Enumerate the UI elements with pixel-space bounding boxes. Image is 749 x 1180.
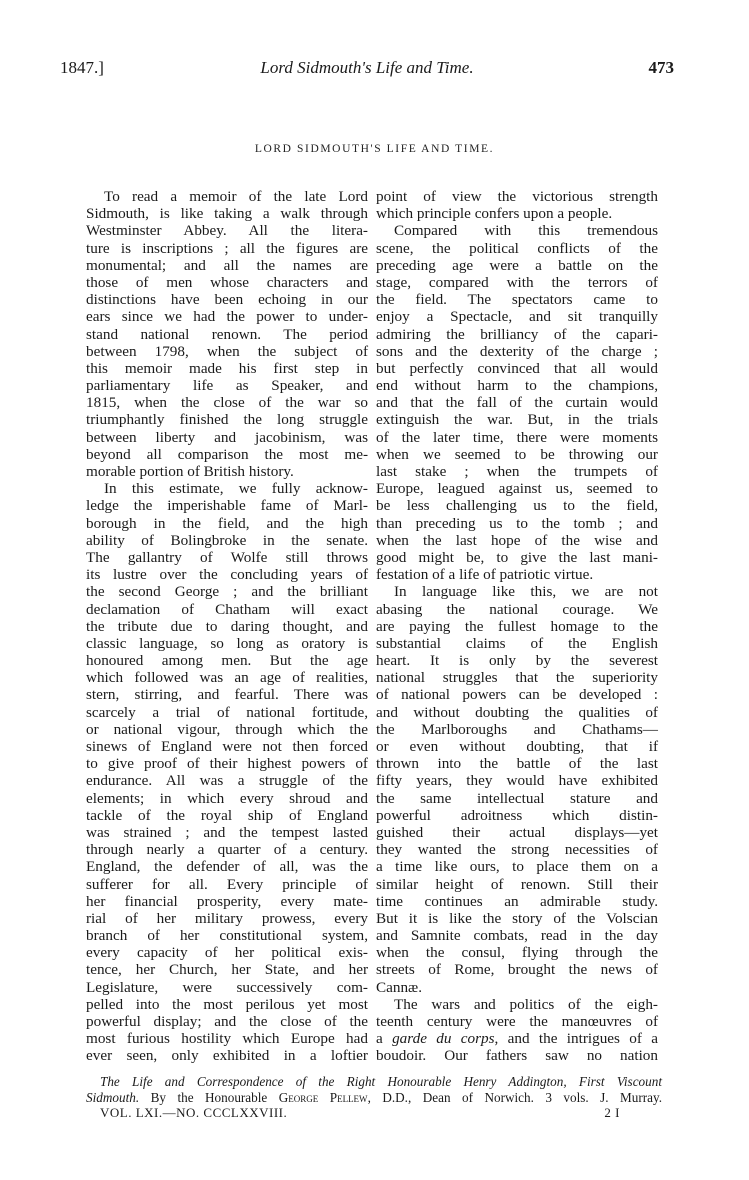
text-line: the second George ; and the brilliant <box>86 583 368 601</box>
text-line: most furious hostility which Europe had <box>86 1030 368 1048</box>
text-line: good might be, to give the last mani- <box>376 548 658 566</box>
text-line: scene, the political conflicts of the <box>376 239 658 257</box>
text-line: and Samnite combats, read in the day <box>376 927 658 945</box>
text-line: time continues an admirable study. <box>376 892 658 910</box>
text-line: In language like this, we are not <box>394 583 658 601</box>
text-line: pelled into the most perilous yet most <box>86 995 368 1013</box>
text-line: last stake ; when the trumpets of <box>376 463 658 480</box>
text-line: But it is like the story of the Volscian <box>376 909 658 927</box>
text-line: ears since we had the power to under- <box>86 308 368 326</box>
running-head-title: Lord Sidmouth's Life and Time. <box>260 58 474 77</box>
text-line: Cannæ. <box>376 978 422 996</box>
text-line: point of view the victorious strength <box>376 188 658 205</box>
text-line: thrown into the battle of the last <box>376 755 658 773</box>
text-line: this memoir made his first step in <box>86 359 368 377</box>
text-line: national struggles that the superiority <box>376 669 658 687</box>
text-line: her financial prosperity, every mate- <box>86 892 368 910</box>
text-line: the Marlboroughs and Chathams— <box>376 720 658 738</box>
text-line: between liberty and jacobinism, was <box>86 428 368 446</box>
text-line: when the consul, flying through the <box>376 944 658 962</box>
text-column-left <box>86 188 368 1065</box>
footnote <box>86 1074 662 1105</box>
text-line: endurance. All was a struggle of the <box>86 772 368 790</box>
footnote-book-title: The Life and Correspondence of the Right Honourable Henry Addington, First Viscount <box>100 1074 662 1089</box>
text-line: the tribute due to daring thought, and <box>86 617 368 635</box>
text-line: the same intellectual stature and <box>376 789 658 807</box>
footnote-author: George Pellew <box>278 1089 368 1105</box>
footnote-line <box>86 1074 662 1090</box>
text-line: powerful adroitness which distin- <box>376 806 658 824</box>
text-line: stand national renown. The period <box>86 325 368 343</box>
text-line: distinctions have been echoing in our <box>86 291 368 309</box>
text-line: ture is inscriptions ; all the figures are <box>86 239 368 257</box>
text-line: fifty years, they would have exhibited <box>376 772 658 790</box>
text-line: Legislature, were successively com- <box>86 978 368 996</box>
footnote-by: By the Honourable <box>150 1089 268 1105</box>
text-line: abasing the national courage. We <box>376 600 658 618</box>
text-line: a time like ours, to place them on a <box>376 858 658 876</box>
text-line: Westminster Abbey. All the litera- <box>86 222 368 240</box>
text-line: festation of a life of patriotic virtue. <box>376 566 594 584</box>
text-line: and without doubting the qualities of <box>376 703 658 721</box>
footnote-line <box>86 1090 662 1106</box>
footnote-publication: , D.D., Dean of Norwich. 3 vols. J. Murray. <box>367 1089 663 1105</box>
text-line: The wars and politics of the eigh- <box>394 995 658 1013</box>
text-line: enjoy a Spectacle, and sit tranquilly <box>376 308 658 326</box>
text-line: the field. The spectators came to <box>376 291 658 309</box>
text-line: In this estimate, we fully acknow- <box>104 480 368 498</box>
text-line: tence, her Church, her State, and her <box>86 961 368 979</box>
text-line: classic language, so long as oratory is <box>86 634 368 652</box>
text-line: was strained ; and the tempest lasted <box>86 823 368 841</box>
text-line: The gallantry of Wolfe still throws <box>86 548 368 566</box>
text-line: its lustre over the concluding years of <box>86 566 368 584</box>
text-line: which followed was an age of realities, <box>86 669 368 687</box>
text-line: when we seemed to be throwing our <box>376 445 658 463</box>
text-line: ever seen, only exhibited in a loftier <box>86 1047 368 1065</box>
text-line: ability of Bolingbroke in the senate. <box>86 531 368 549</box>
text-line: when the last hope of the wise and <box>376 531 658 549</box>
text-line: elements; in which every shroud and <box>86 789 368 807</box>
volume-number: VOL. LXI.—NO. CCCLXXVIII. <box>100 1105 288 1120</box>
text-line: borough in the field, and the high <box>86 514 368 532</box>
text-line: of national powers can be developed : <box>376 686 658 704</box>
running-head-year: 1847.] <box>60 58 104 77</box>
signature-mark: 2 I <box>604 1105 620 1120</box>
text-line: or even without doubting, that if <box>376 738 658 755</box>
text-line: beyond all comparison the most me- <box>86 445 368 463</box>
text-line: boudoir. Our fathers saw no nation <box>376 1047 658 1065</box>
text-line: Sidmouth, is like taking a walk through <box>86 205 368 223</box>
text-line: powerful display; and the close of the <box>86 1013 368 1030</box>
text-line: to give proof of their highest powers of <box>86 755 368 773</box>
running-head <box>60 58 674 82</box>
text-line: honoured among men. But the age <box>86 652 368 670</box>
text-line: every capacity of her political exis- <box>86 944 368 962</box>
text-line: are paying the fullest homage to the <box>376 617 658 635</box>
text-line: which principle confers upon a people. <box>376 205 613 223</box>
text-line: Compared with this tremendous <box>394 222 658 240</box>
text-line: or national vigour, through which the <box>86 720 368 738</box>
text-line: Europe, leagued against us, seemed to <box>376 480 658 498</box>
text-line: end without harm to the champions, <box>376 377 658 395</box>
text-line: declamation of Chatham will exact <box>86 600 368 618</box>
text-line: they wanted the strong necessities of <box>376 841 658 859</box>
text-line: but perfectly convinced that all would <box>376 359 658 377</box>
text-line: those of men whose characters and <box>86 273 368 291</box>
text-line: monumental; and all the names are <box>86 256 368 274</box>
text-line: rial of her military prowess, every <box>86 909 368 927</box>
text-line: and that the fall of the curtain would <box>376 394 658 412</box>
footnote-book-title-end: Sidmouth. <box>86 1089 140 1105</box>
text-line: teenth century were the manœuvres of <box>376 1013 658 1030</box>
text-line: a garde du corps, and the intrigues of a <box>376 1030 658 1048</box>
text-line: stern, stirring, and fearful. There was <box>86 686 368 704</box>
text-line: through nearly a quarter of a century. <box>86 841 368 859</box>
text-line: sinews of England were not then forced <box>86 738 368 755</box>
article-title: LORD SIDMOUTH'S LIFE AND TIME. <box>254 143 495 155</box>
text-line: sufferer for all. Every principle of <box>86 875 368 893</box>
page-number: 473 <box>648 58 674 77</box>
text-line: similar height of renown. Still their <box>376 875 658 893</box>
text-line: extinguish the war. But, in the trials <box>376 411 658 429</box>
text-line: stage, compared with the terrors of <box>376 273 658 291</box>
text-line: triumphantly finished the long struggle <box>86 411 368 429</box>
text-line: admiring the brilliancy of the capari- <box>376 325 658 343</box>
text-line: preceding age were a battle on the <box>376 256 658 274</box>
text-line: morable portion of British history. <box>86 463 294 480</box>
signature-line <box>100 1105 640 1121</box>
text-line: parliamentary life as Speaker, and <box>86 377 368 395</box>
text-line: than preceding us to the tomb ; and <box>376 514 658 532</box>
text-line: 1815, when the close of the war so <box>86 394 368 412</box>
text-line: be less challenging us to the field, <box>376 497 658 515</box>
text-column-right <box>376 188 658 1065</box>
text-line: branch of her constitutional system, <box>86 927 368 945</box>
italic-phrase: garde du corps <box>392 1030 495 1048</box>
text-line: ledge the imperishable fame of Marl- <box>86 497 368 515</box>
text-line: heart. It is only by the severest <box>376 652 658 670</box>
text-line: England, the defender of all, was the <box>86 858 368 876</box>
text-line: sons and the dexterity of the charge ; <box>376 342 658 360</box>
text-line: substantial claims of the English <box>376 634 658 652</box>
text-line: tackle of the royal ship of England <box>86 806 368 824</box>
text-line: To read a memoir of the late Lord <box>104 188 368 205</box>
text-line: streets of Rome, brought the news of <box>376 961 658 979</box>
text-line: between 1798, when the subject of <box>86 342 368 360</box>
text-line: guished their actual displays—yet <box>376 823 658 841</box>
text-line: scarcely a trial of national fortitude, <box>86 703 368 721</box>
text-line: of the later time, there were moments <box>376 428 658 446</box>
